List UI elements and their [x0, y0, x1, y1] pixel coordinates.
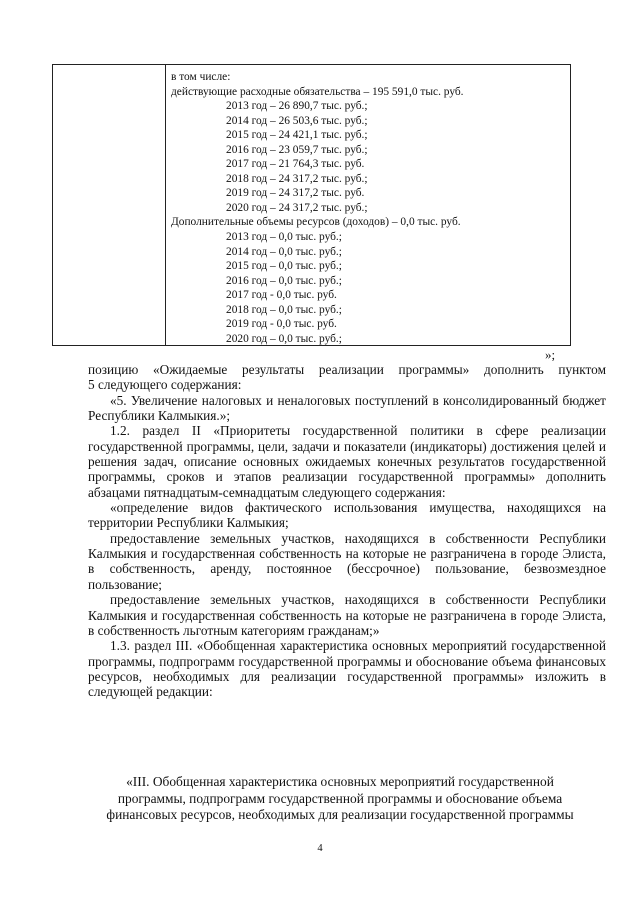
table-line: 2013 год – 0,0 тыс. руб.;	[226, 231, 342, 244]
table-line: в том числе:	[171, 71, 231, 83]
heading-line: программы, подпрограмм государственной программы и обоснование объема	[117, 790, 563, 806]
heading-line: «III. Обобщенная характеристика основных мероприятий государственной	[126, 774, 554, 789]
table-line: 2018 год – 0,0 тыс. руб.;	[226, 303, 342, 316]
section-heading	[70, 774, 610, 824]
table-line: 2016 год – 23 059,7 тыс. руб.;	[226, 143, 368, 156]
table-line: 2015 год – 0,0 тыс. руб.;	[226, 260, 342, 273]
paragraph: предоставление земельных участков, находящихся в собственности Республики Калмыкия и государственная собственность на которые не разграничена в городе Элиста, в собственность, аренду, постоянное (бессрочное) пользование, безвозмездное пользование;	[88, 530, 606, 592]
table-line: 2014 год – 26 503,6 тыс. руб.;	[226, 114, 368, 127]
paragraph: 1.3. раздел III. «Обобщенная характеристика основных мероприятий государственной программы, подпрограмм государственной программы и обоснование объема финансовых ресурсов, необходимых для реализации государственной программы» изложить в следующей редакции:	[88, 638, 606, 700]
document-body	[88, 362, 606, 700]
table-line: 2018 год – 24 317,2 тыс. руб.;	[226, 172, 368, 185]
heading-line: финансовых ресурсов, необходимых для реализации государственной программы	[106, 807, 574, 822]
table-label-cell	[53, 65, 166, 345]
page-number: 4	[317, 843, 323, 854]
paragraph: предоставление земельных участков, находящихся в собственности Республики Калмыкия и государственная собственность на которые не разграничена в городе Элиста, в собственность льготным категориям гражданам;»	[88, 592, 606, 638]
table-line: Дополнительные объемы ресурсов (доходов) – 0,0 тыс. руб.	[171, 216, 461, 229]
paragraph: «определение видов фактического использования имущества, находящихся на территории Республики Калмыкия;	[88, 500, 606, 531]
table-line: 2017 год – 21 764,3 тыс. руб.	[226, 158, 365, 171]
table-line: 2017 год - 0,0 тыс. руб.	[226, 289, 337, 302]
financing-table	[52, 64, 571, 346]
paragraph: 5 следующего содержания:	[88, 377, 242, 393]
paragraph: позицию «Ожидаемые результаты реализации программы» дополнить пунктом	[88, 362, 606, 377]
closing-quote: »;	[545, 347, 556, 362]
table-line: 2013 год – 26 890,7 тыс. руб.;	[226, 100, 368, 113]
table-line: 2014 год – 0,0 тыс. руб.;	[226, 245, 342, 258]
table-value-cell	[171, 70, 569, 346]
table-line: действующие расходные обязательства – 195 591,0 тыс. руб.	[171, 85, 464, 98]
table-line: 2020 год – 0,0 тыс. руб.;	[226, 332, 342, 345]
table-line: 2016 год – 0,0 тыс. руб.;	[226, 274, 342, 287]
paragraph: 1.2. раздел II «Приоритеты государственной политики в сфере реализации государственной программы, цели, задачи и показатели (индикаторы) достижения целей и решения задач, описание основных ожидаемых конечных результатов государственной программы, сроков и этапов реализации государственной программы» дополнить абзацами пятнадцатым-семнадцатым следующего содержания:	[88, 423, 606, 500]
paragraph: «5. Увеличение налоговых и неналоговых поступлений в консолидированный бюджет Республики Калмыкия.»;	[88, 392, 606, 424]
table-line: 2015 год – 24 421,1 тыс. руб.;	[226, 129, 368, 142]
table-line: 2020 год – 24 317,2 тыс. руб.;	[226, 201, 368, 214]
table-line: 2019 год – 24 317,2 тыс. руб.	[226, 187, 365, 200]
table-line: 2019 год - 0,0 тыс. руб.	[226, 318, 337, 331]
